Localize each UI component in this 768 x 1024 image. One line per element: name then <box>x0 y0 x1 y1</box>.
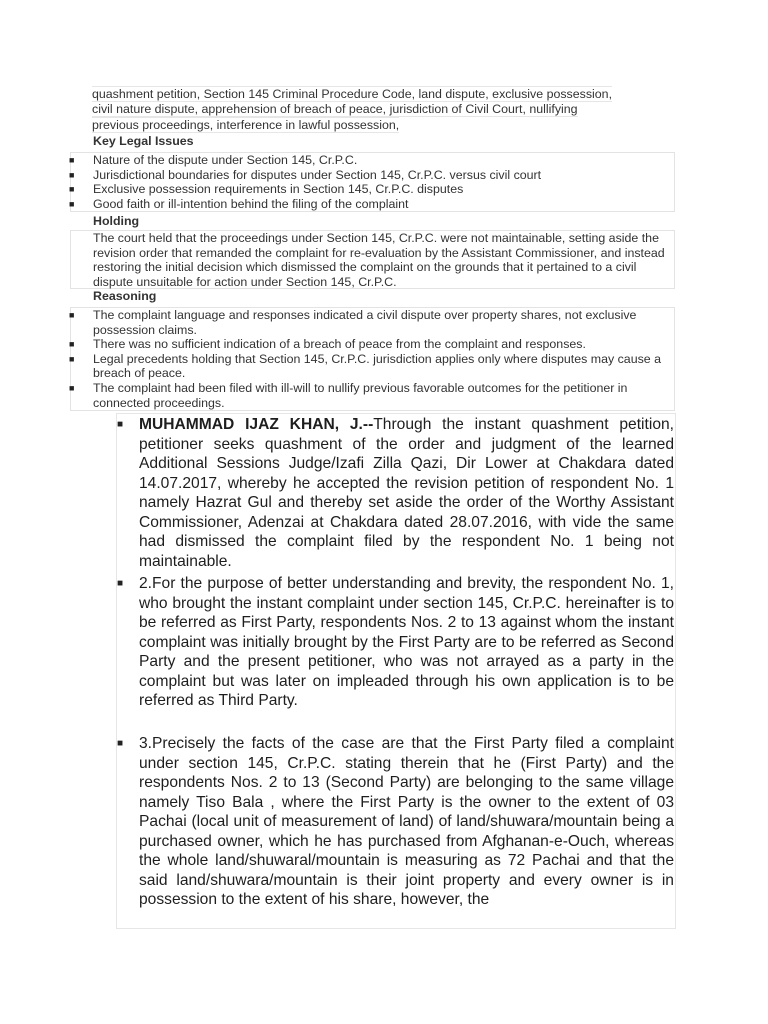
keywords-block <box>92 87 612 133</box>
reasoning-text: The complaint language and responses indicated a civil dispute over property shares, not exclusive possession claims. <box>93 308 637 337</box>
bullet-icon: ■ <box>69 169 75 180</box>
paragraph-2 <box>117 574 674 711</box>
list-item <box>71 381 674 410</box>
reasoning-text: Legal precedents holding that Section 145, Cr.P.C. jurisdiction applies only where disputes may cause a breach of peace. <box>93 351 662 381</box>
bullet-icon: ■ <box>69 382 75 393</box>
bullet-icon: ■ <box>69 155 75 165</box>
reasoning-text: The complaint had been filed with ill-will to nullify previous favorable outcomes for the petitioner in connected proceedings. <box>93 380 628 410</box>
keywords-text: quashment petition, Section 145 Criminal Procedure Code, land dispute, exclusive possession, civil nature dispute, apprehension of breach of peace, jurisdiction of Civil Court, nullifying previous proceedings, interference in lawful possession, <box>92 87 613 132</box>
bullet-icon: ■ <box>117 738 124 749</box>
paragraph-1-text: Through the instant quashment petition, petitioner seeks quashment of the order and judgment of the learned Additional Sessions Judge/Izafi Zilla Qazi, Dir Lower at Chakdara dated 14.07.2017, whereby he accepted the revision petition of respondent No. 1 namely Hazrat Gul and thereby set aside the order of the Worthy Assistant Commissioner, Adenzai at Chakdara dated 28.07.2016, with vide the same had dismissed the complaint filed by the respondent No. 1 being not maintainable. <box>139 416 674 570</box>
bullet-icon: ■ <box>69 198 75 209</box>
key-issues-list <box>71 153 674 211</box>
key-issue-text: Good faith or ill-intention behind the filing of the complaint <box>93 196 409 211</box>
bullet-icon: ■ <box>69 310 75 320</box>
holding-text: The court held that the proceedings under Section 145, Cr.P.C. were not maintainable, setting aside the revision order that remanded the complaint for re-evaluation by the Assistant Commissioner, and instead restoring the initial decision which dismissed the complaint on the grounds that it pertained to a civil dispute unsuitable for action under Section 145, Cr.P.C. <box>93 231 665 289</box>
bullet-icon: ■ <box>117 419 124 430</box>
list-item <box>71 153 674 168</box>
paragraph-2-text: 2.For the purpose of better understanding and brevity, the respondent No. 1, who brought the instant complaint under section 145, Cr.P.C. hereinafter is to be referred as First Party, respondents Nos. 2 to 13 against whom the instant complaint was initially brought by the First Party are to be referred as Second Party and the present petitioner, who was not arrayed as a party in the complaint but was later on impleaded through his own application is to be referred as Third Party. <box>139 575 674 709</box>
judge-name: MUHAMMAD IJAZ KHAN, J.-- <box>139 416 374 433</box>
list-item <box>71 337 674 352</box>
paragraph-1 <box>117 415 674 571</box>
key-issues-box <box>70 152 675 212</box>
bullet-icon: ■ <box>69 184 75 195</box>
paragraph-3-text: 3.Precisely the facts of the case are that the First Party filed a complaint under section 145, Cr.P.C. stating therein that he (First Party) and the respondents Nos. 2 to 13 (Second Party) are belonging to the same village namely Tiso Bala , where the First Party is the owner to the extent of 03 Pachai (local unit of measurement of land) of land/shuwara/mountain being a purchased owner, which he has purchased from Afghanan-e-Ouch, whereas the whole land/shuwaral/mountain is measuring as 72 Pachai and that the said land/shuwara/mountain is their joint property and every owner is in possession to the extent of his share, however, the <box>139 735 674 908</box>
reasoning-text: There was no sufficient indication of a breach of peace from the complaint and responses. <box>93 337 586 352</box>
holding-box <box>70 230 675 289</box>
paragraph-3 <box>117 734 674 910</box>
list-item <box>71 352 674 381</box>
list-item <box>71 308 674 337</box>
list-item <box>71 182 674 197</box>
reasoning-box <box>70 307 675 411</box>
holding-heading: Holding <box>93 214 140 228</box>
key-issue-text: Jurisdictional boundaries for disputes under Section 145, Cr.P.C. versus civil court <box>93 167 542 182</box>
bullet-icon: ■ <box>69 339 75 350</box>
bullet-icon: ■ <box>117 578 124 589</box>
list-item <box>71 197 674 212</box>
key-issue-text: Exclusive possession requirements in Section 145, Cr.P.C. disputes <box>93 182 464 197</box>
bullet-icon: ■ <box>69 353 75 364</box>
list-item <box>71 168 674 183</box>
reasoning-list <box>71 308 674 410</box>
key-issues-heading: Key Legal Issues <box>93 134 194 148</box>
reasoning-heading: Reasoning <box>93 289 157 303</box>
key-issue-text: Nature of the dispute under Section 145, Cr.P.C. <box>93 153 358 167</box>
